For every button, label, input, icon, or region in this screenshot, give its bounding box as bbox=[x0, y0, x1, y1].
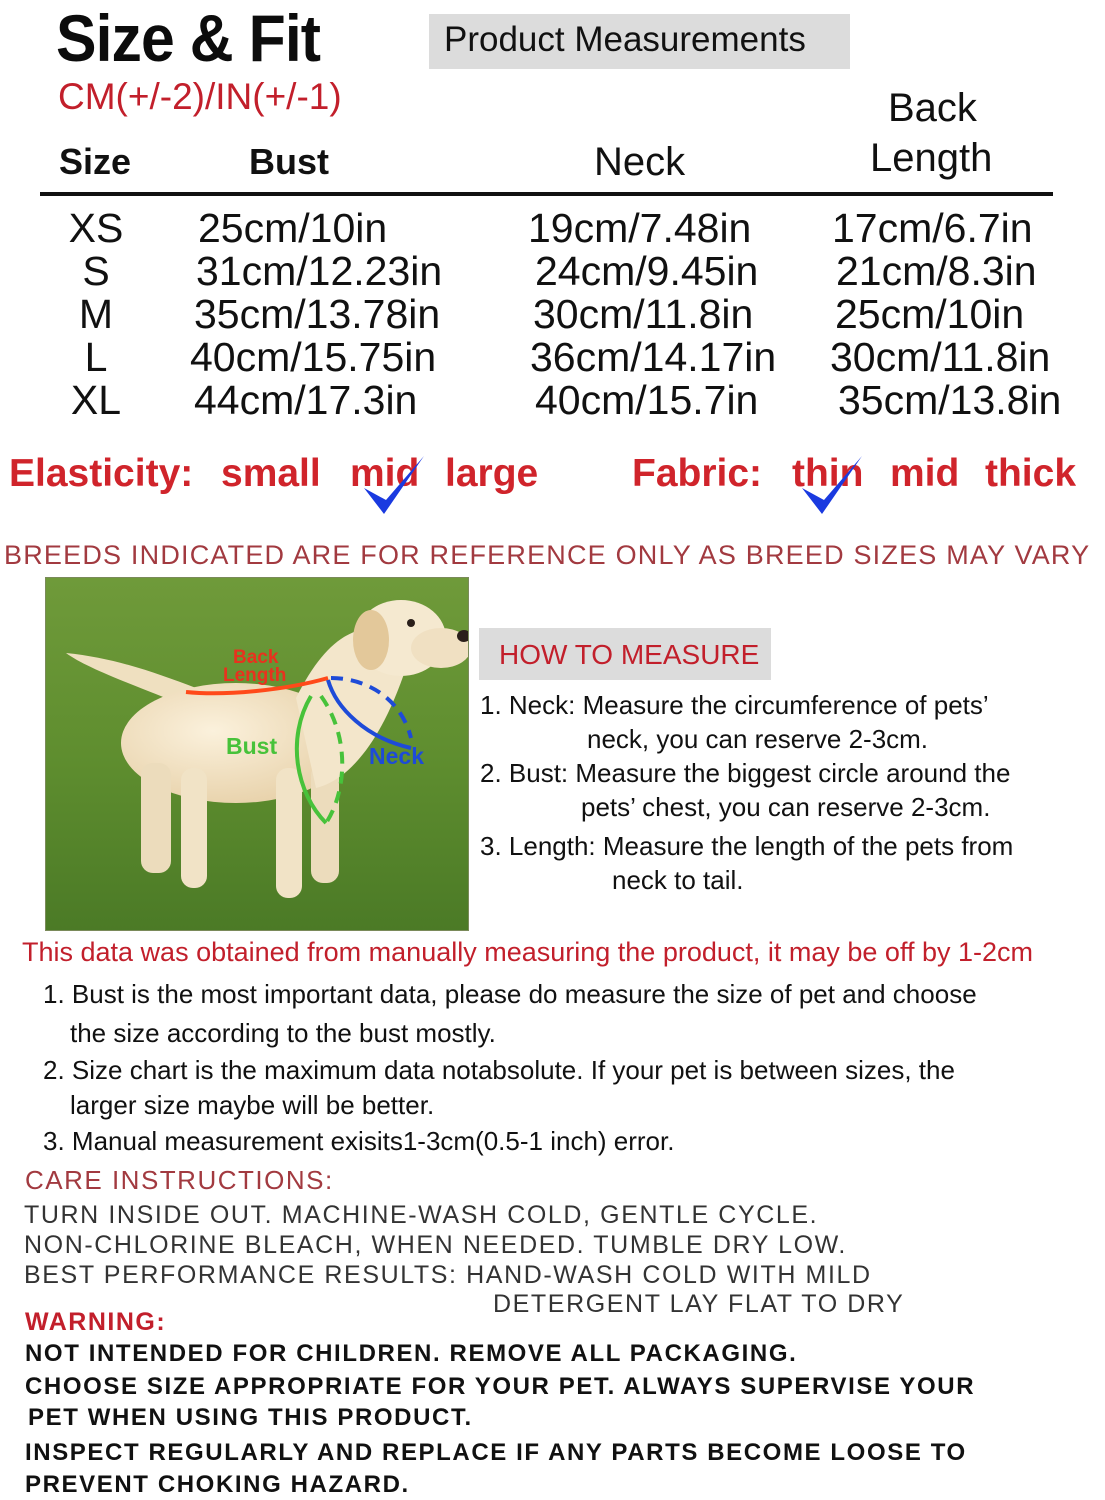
breeds-note: BREEDS INDICATED ARE FOR REFERENCE ONLY AS BREED SIZES MAY VARY bbox=[4, 540, 1091, 570]
column-header-size: Size bbox=[59, 141, 132, 182]
table-cell-size: XL bbox=[70, 377, 122, 423]
table-cell-bust: 40cm/15.75in bbox=[190, 334, 437, 380]
table-cell-size: M bbox=[78, 291, 114, 337]
elasticity-option-large: large bbox=[445, 452, 539, 495]
care-title: CARE INSTRUCTIONS: bbox=[25, 1165, 334, 1195]
warning-line: CHOOSE SIZE APPROPRIATE FOR YOUR PET. ALWAYS SUPERVISE YOUR bbox=[25, 1373, 976, 1400]
diagram-back-label: Back bbox=[233, 647, 279, 668]
note-item-cont: the size according to the bust mostly. bbox=[70, 1018, 496, 1048]
table-cell-neck: 19cm/7.48in bbox=[528, 205, 752, 251]
page-title: Size & Fit bbox=[56, 1, 321, 75]
measure-step-cont: pets’ chest, you can reserve 2-3cm. bbox=[581, 792, 991, 822]
table-cell-neck: 30cm/11.8in bbox=[533, 291, 754, 337]
table-cell-back: 21cm/8.3in bbox=[836, 248, 1037, 294]
column-header-bust: Bust bbox=[249, 141, 329, 182]
table-cell-back: 30cm/11.8in bbox=[830, 334, 1051, 380]
table-divider bbox=[40, 192, 1053, 196]
fabric-label: Fabric: bbox=[632, 452, 763, 495]
table-cell-bust: 44cm/17.3in bbox=[194, 377, 418, 423]
note-item: 1. Bust is the most important data, please do measure the size of pet and choose bbox=[43, 979, 977, 1009]
measure-step: 2. Bust: Measure the biggest circle around the bbox=[480, 758, 1011, 788]
warning-line: NOT INTENDED FOR CHILDREN. REMOVE ALL PACKAGING. bbox=[25, 1340, 798, 1367]
care-line: NON-CHLORINE BLEACH, WHEN NEEDED. TUMBLE DRY LOW. bbox=[24, 1231, 847, 1259]
warning-title: WARNING: bbox=[25, 1308, 167, 1336]
checkmark-icon bbox=[796, 452, 868, 524]
table-cell-size: XS bbox=[68, 205, 124, 251]
table-cell-size: S bbox=[82, 248, 110, 294]
measure-step-cont: neck to tail. bbox=[612, 865, 744, 895]
column-header-neck: Neck bbox=[594, 140, 686, 184]
diagram-neck-label: Neck bbox=[369, 743, 424, 769]
table-cell-back: 17cm/6.7in bbox=[832, 205, 1033, 251]
table-cell-back: 35cm/13.8in bbox=[838, 377, 1062, 423]
note-item: 2. Size chart is the maximum data notabsolute. If your pet is between sizes, the bbox=[43, 1055, 955, 1085]
fabric-option-thin: thin bbox=[792, 452, 864, 495]
measure-step: 1. Neck: Measure the circumference of pets’ bbox=[480, 690, 989, 720]
diagram-length-label: Length bbox=[223, 665, 287, 686]
measurement-disclaimer: This data was obtained from manually measuring the product, it may be off by 1-2cm bbox=[22, 937, 1033, 967]
table-cell-neck: 24cm/9.45in bbox=[535, 248, 759, 294]
note-item-cont: larger size maybe will be better. bbox=[70, 1090, 435, 1120]
care-line: DETERGENT LAY FLAT TO DRY bbox=[493, 1290, 905, 1318]
dog-measurement-image bbox=[45, 577, 469, 931]
measure-step: 3. Length: Measure the length of the pets from bbox=[480, 831, 1014, 861]
care-line: TURN INSIDE OUT. MACHINE-WASH COLD, GENTLE CYCLE. bbox=[24, 1201, 819, 1229]
elasticity-option-small: small bbox=[221, 452, 321, 495]
column-header-back: Back bbox=[888, 86, 977, 130]
warning-line: PET WHEN USING THIS PRODUCT. bbox=[28, 1404, 473, 1431]
fabric-option-mid: mid bbox=[890, 452, 960, 495]
checkmark-icon bbox=[358, 452, 430, 524]
fabric-option-thick: thick bbox=[985, 452, 1077, 495]
table-cell-bust: 31cm/12.23in bbox=[196, 248, 443, 294]
table-cell-neck: 36cm/14.17in bbox=[530, 334, 777, 380]
column-header-length: Length bbox=[870, 136, 993, 180]
elasticity-label: Elasticity: bbox=[9, 452, 194, 495]
table-cell-size: L bbox=[84, 334, 108, 380]
diagram-bust-label: Bust bbox=[226, 733, 278, 759]
table-cell-bust: 35cm/13.78in bbox=[194, 291, 441, 337]
table-cell-neck: 40cm/15.7in bbox=[535, 377, 759, 423]
tolerance-note: CM(+/-2)/IN(+/-1) bbox=[58, 76, 342, 117]
note-item: 3. Manual measurement exisits1-3cm(0.5-1 inch) error. bbox=[43, 1126, 675, 1156]
how-to-measure-title: HOW TO MEASURE bbox=[499, 639, 760, 670]
elasticity-option-mid: mid bbox=[350, 452, 420, 495]
warning-line: INSPECT REGULARLY AND REPLACE IF ANY PARTS BECOME LOOSE TO bbox=[25, 1439, 967, 1466]
measure-step-cont: neck, you can reserve 2-3cm. bbox=[587, 724, 929, 754]
warning-line: PREVENT CHOKING HAZARD. bbox=[25, 1471, 410, 1498]
table-cell-bust: 25cm/10in bbox=[198, 205, 388, 251]
product-measurements-label: Product Measurements bbox=[444, 20, 806, 59]
care-line: BEST PERFORMANCE RESULTS: HAND-WASH COLD WITH MILD bbox=[24, 1261, 872, 1289]
table-cell-back: 25cm/10in bbox=[835, 291, 1025, 337]
